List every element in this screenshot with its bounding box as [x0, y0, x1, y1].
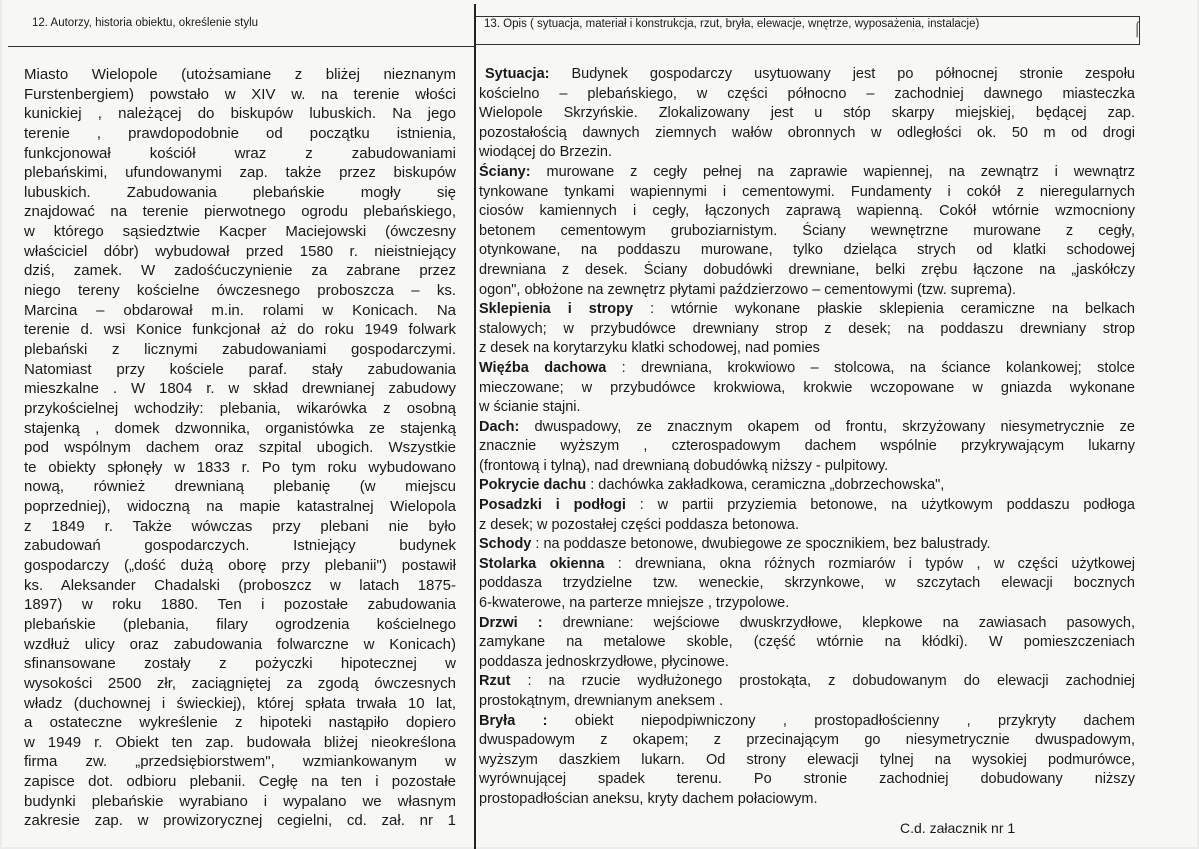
description-text-line	[479, 614, 1135, 634]
section-term: Więźba dachowa	[479, 359, 607, 376]
line-text: drewniane: wejściowe dwuskrzydłowe, klepkowe na zawiasach pasowych,	[542, 614, 1135, 631]
line-text: (frontową i tylną), nad drewnianą dobudówką niższy - pulpitowy.	[479, 457, 889, 474]
line-text: : drewniana, okna różnych rozmiarów i typów , w części użytkowej	[604, 555, 1135, 572]
section-term: Schody	[479, 536, 532, 553]
history-text-line: plebański z licznymi zabudowaniami gospodarczymi.	[24, 340, 456, 358]
description-text-line	[479, 653, 1135, 673]
history-text-line: zakresie zap. w prowizorycznej cegielni, cd. zał. nr 1	[24, 812, 456, 830]
history-text-line: wzdłuż ulicy oraz zabudowania folwarczne w Konicach)	[24, 635, 456, 653]
history-text-line: wysokości 2500 złr, zaciągniętej za zgodą ówczesnych	[24, 674, 456, 692]
description-text-line	[479, 65, 1135, 85]
line-text: drewniana z desek. Ściany dobudówki drewniane, belki zrębu łączone na „jaskółczy	[479, 261, 1135, 278]
line-text: poddasza jednoskrzydłowe, płycinowe.	[479, 653, 729, 670]
history-text-line: funkcjonował kościół wraz z zabudowaniami	[24, 144, 456, 162]
line-text: pozostałością dawnych ziemnych wałów obronnych w odległości ok. 50 m od drogi	[479, 124, 1135, 141]
history-text-line: a ostateczne wykreślenie z hipoteki nastąpiło dopiero	[24, 714, 456, 732]
history-text-line: poprzedniej), widoczną na mapie katastralnej Wielopola	[24, 498, 456, 516]
history-text-line: stajenką , domek dzwonnika, organistówka ze stajenką	[24, 419, 456, 437]
section-term: Pokrycie dachu	[479, 477, 587, 494]
section-term: Stolarka okienna	[479, 555, 605, 572]
history-text-line: Natomiast przy kościele paraf. stały zabudowania	[24, 360, 456, 378]
section-term: Drzwi :	[479, 614, 543, 631]
description-text-line	[479, 398, 1135, 418]
history-text-line: te obiekty spłonęły w 1833 r. Po tym roku wybudowano	[24, 458, 456, 476]
line-text: wyrównującej spadek terenu. Po stronie zachodniej dobudowany niższy	[479, 771, 1135, 788]
line-text: znacznie wyższym , czterospadowym dachem wspólnie przykrywającym lukarny	[479, 438, 1135, 455]
bracket-mark: ⌠	[1133, 20, 1142, 36]
history-text-line: Miasto Wielopole (utożsamiane z bliżej nieznanym	[24, 66, 456, 83]
line-text: ciosów kamiennych i cegły, łączonych zaprawą wapienną. Cokół wtórnie wzmocniony	[479, 203, 1135, 220]
description-text-line	[479, 790, 1135, 810]
description-text-line	[479, 104, 1135, 124]
history-text-line: ks. Aleksander Chadalski (proboszcz w latach 1875-	[24, 576, 456, 594]
history-text-line: lubuskich. Zabudowania plebańskie mogły się	[24, 183, 456, 201]
history-text-line: niego tereny kościelne ówczesnego proboszcza – ks.	[24, 282, 456, 300]
history-text-line: terenie d. wsi Konice funkcjonał aż do roku 1949 folwark	[24, 321, 456, 339]
history-text-line: pod wspólnym dachem oraz szpital ubogich. Wszystkie	[24, 439, 456, 457]
description-text-line	[479, 202, 1135, 222]
line-text: dwuspadowy, ze znacznym okapem od frontu, skrzyżowany niesymetrycznie ze	[519, 418, 1135, 435]
description-text-line	[479, 672, 1135, 692]
description-text-line	[479, 555, 1135, 575]
line-text: stalowych; w przybudówce drewniany strop z desek; na poddaszu drewniany strop	[479, 320, 1135, 337]
line-text: : dachówka zakładkowa, ceramiczna „dobrzechowska",	[586, 477, 945, 494]
description-text-line	[479, 457, 1135, 477]
section-term: Rzut	[479, 673, 511, 690]
description-text-line	[479, 241, 1135, 261]
line-text: : wtórnie wykonane płaskie sklepienia ceramiczne na belkach	[633, 301, 1135, 318]
history-text-line: plebańskimi, ufundowanymi zap. także przez biskupów	[24, 164, 456, 182]
line-text: : na poddasze betonowe, dwubiegowe ze spocznikiem, bez balustrady.	[531, 536, 991, 553]
history-text-line: Marcina – obdarował m.in. rolami w Konicach. Na	[24, 301, 456, 319]
history-text-line: dziś, zamek. W zadośćuczynienie za zabrane przez	[24, 262, 456, 280]
document-page	[2, 0, 1197, 847]
line-text: prostokątnym, drewnianym aneksem .	[479, 693, 724, 709]
description-column	[479, 65, 1135, 810]
description-text-line	[479, 594, 1135, 614]
line-text: dwuspadowym z okapem; z przecinającym go niesymetrycznie dwuspadowym,	[479, 732, 1135, 749]
line-text: z desek; w pozostałej części poddasza betonowa.	[479, 516, 799, 533]
history-text-line: terenie , prawdopodobnie od początku istnienia,	[24, 124, 456, 142]
history-text-line: Furstenbergiem) powstało w XIV w. na terenie włości	[24, 85, 456, 103]
description-text-line	[479, 437, 1135, 457]
section-term: Posadzki i podłogi	[479, 497, 626, 514]
description-text-line	[479, 476, 1135, 496]
line-text: w ścianie stajni.	[479, 399, 581, 416]
history-text-line: 1897) w roku 1880. Ten i pozostałe zabudowania	[24, 596, 456, 614]
description-text-line	[479, 633, 1135, 653]
history-text-line: mieszkalne . W 1804 r. w skład drewnianej zabudowy	[24, 380, 456, 398]
section-12-heading: 12. Autorzy, historia obiektu, określenie stylu	[32, 17, 259, 29]
section-13-heading: 13. Opis ( sytuacja, materiał i konstrukcja, rzut, bryła, elewacje, wnętrze, wyposażenia, instalacje)	[484, 18, 980, 30]
description-text-line	[479, 379, 1135, 399]
line-text: ogon", obłożone na zewnętrz płytami paździerzowo – cementowymi (tzw. suprema).	[479, 281, 1017, 298]
description-text-line	[479, 320, 1135, 340]
history-text-line: kunickiej , należącej do biskupów lubuskich. Na jego	[24, 105, 456, 123]
description-text-line	[479, 359, 1135, 379]
description-text-line	[479, 496, 1135, 516]
line-text: kościelno – plebańskiego, w części północno – zachodniej dawnego miasteczka	[479, 85, 1135, 102]
description-text-line	[479, 143, 1135, 163]
history-text-line: znajdować na terenie pierwotnego ogrodu plebańskiego,	[24, 203, 456, 221]
line-text: z desek na korytarzyku klatki schodowej, nad pomies	[479, 340, 820, 357]
line-text: murowane z cegły pełnej na zaprawie wapiennej, na zewnątrz i wewnątrz	[530, 163, 1135, 180]
line-text: Budynek gospodarczy usytuowany jest po północnej stronie zespołu	[549, 66, 1135, 82]
section-term: Bryła :	[479, 712, 548, 729]
history-text-line: przykościelnej wchodziły: plebania, wikarówka z osobną	[24, 399, 456, 417]
line-text: tynkowane tynkami wapiennymi i cementowymi. Fundamenty i cokół z nieregularnych	[479, 183, 1135, 200]
description-text-line	[479, 85, 1135, 105]
line-text: betonem cementowym gruboziarnistym. Ściany wewnętrzne murowane z cegły,	[479, 222, 1135, 239]
description-text-line	[479, 574, 1135, 594]
section-term: Dach:	[479, 418, 520, 435]
line-text: prostopadłościan aneksu, kryty dachem połaciowym.	[479, 790, 818, 807]
history-text-line: zabudowań gospodarczych. Istniejący budynek	[24, 537, 456, 555]
line-text: : na rzucie wydłużonego prostokąta, z dobudowanym do elewacji zachodniej	[510, 673, 1135, 690]
description-text-line	[479, 418, 1135, 438]
line-text: otynkowane, na poddaszu murowane, tylko dzieląca strych od klatki schodowej	[479, 242, 1135, 259]
description-text-line	[479, 300, 1135, 320]
description-text-line	[479, 261, 1135, 281]
description-text-line	[479, 770, 1135, 790]
footer-note: C.d. załacznik nr 1	[900, 820, 1016, 836]
line-text: wiodącej do Brzezin.	[479, 144, 612, 161]
history-text-line: sfinansowane zostały z pożyczki hipotecznej w	[24, 655, 456, 673]
description-text-line	[479, 163, 1135, 183]
history-text-line: w 1949 r. Obiekt ten zap. budowała bliżej nieokreślona	[24, 733, 456, 751]
line-text: mieczowane; w przybudówce krokwiowa, krokwie wczopowane w gniazda wykonane	[479, 379, 1135, 396]
header-rule	[8, 46, 474, 47]
history-column	[24, 65, 456, 831]
description-text-line	[479, 535, 1135, 555]
line-text: : drewniana, krokwiowo – stolcowa, na ściance kolankowej; stolce	[606, 359, 1135, 376]
description-text-line	[479, 124, 1135, 144]
history-text-line: budynki plebańskie wyrabiano i wypalano we własnym	[24, 792, 456, 810]
column-divider	[474, 4, 476, 849]
description-text-line	[479, 222, 1135, 242]
description-text-line	[479, 712, 1135, 732]
section-term: Sklepienia i stropy	[479, 301, 634, 318]
history-text-line: nową, również drewnianą plebanię (w miejscu	[24, 478, 456, 496]
description-text-line	[479, 751, 1135, 771]
description-text-line	[479, 183, 1135, 203]
line-text: zamykane na metalowe skoble, (część wtórnie na kłódki). W pomieszczeniach	[479, 634, 1135, 651]
line-text: poddasza trzydzielne tzw. weneckie, skrzynkowe, w szczytach elewacji bocznych	[479, 575, 1135, 592]
description-text-line	[479, 692, 1135, 712]
description-text-line	[479, 281, 1135, 301]
description-text-line	[479, 731, 1135, 751]
line-text: Wielopole Skrzyńskie. Zlokalizowany jest u stóp skarpy miejskiej, będącej zap.	[479, 105, 1135, 122]
line-text: obiekt niepodpiwniczony , prostopadłościenny , przykryty dachem	[547, 712, 1135, 729]
line-text: wyższym daszkiem lukarn. Od strony elewacji tylnej na wysokiej podmurówce,	[479, 751, 1135, 768]
description-text-line	[479, 339, 1135, 359]
history-text-line: władz (duchownej i świeckiej), której spłata trwała 10 lat,	[24, 694, 456, 712]
section-term: Sytuacja:	[485, 66, 550, 82]
history-text-line: gospodarczy („dość dużą oborę przy plebanii") postawił	[24, 557, 456, 575]
line-text: 6-kwaterowe, na parterze mniejsze , trzypolowe.	[479, 595, 790, 612]
history-text-line: zapisce dot. odbioru plebanii. Cegłę na ten i pozostałe	[24, 773, 456, 791]
description-text-line	[479, 516, 1135, 536]
history-text-line: w którego sąsiedztwie Kacper Maciejowski (ówczesny	[24, 223, 456, 241]
section-term: Ściany:	[479, 163, 531, 180]
line-text: : w partii przyziemia betonowe, na użytkowym poddaszu podłoga	[625, 497, 1135, 514]
history-text-line: firma zw. „przedsiębiorstwem", wzmiankowanym w	[24, 753, 456, 771]
history-text-line: plebańskie (plebania, filary ogrodzenia kościelnego	[24, 615, 456, 633]
history-text-line: z 1849 r. Także wówczas przy plebani nie było	[24, 517, 456, 535]
history-text-line: właściciel dóbr) wybudował przed 1580 r. nieistniejący	[24, 242, 456, 260]
